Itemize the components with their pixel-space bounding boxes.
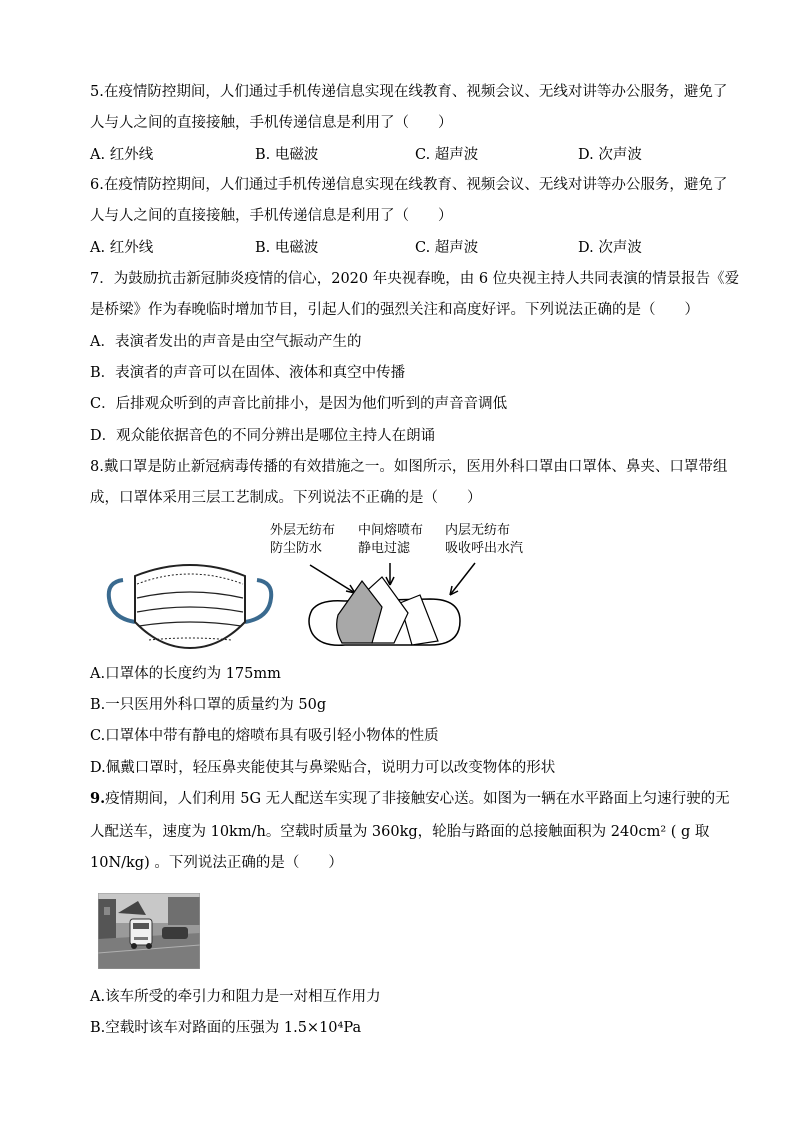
q5-stem-line2: 人与人之间的直接接触，手机传递信息是利用了（ ） xyxy=(90,115,453,131)
q7-stem-line1: 7．为鼓励抗击新冠肺炎疫情的信心，2020 年央视春晚，由 6 位央视主持人共同表演的情景报告《爱 xyxy=(90,271,740,287)
q8-stem-line1: 8.戴口罩是防止新冠病毒传播的有效措施之一。如图所示，医用外科口罩由口罩体、鼻夹、口罩带组 xyxy=(90,459,728,475)
q6-option-c: C. 超声波 xyxy=(415,240,479,256)
q5-option-d: D. 次声波 xyxy=(578,147,642,163)
q8-option-b: B.一只医用外科口罩的质量约为 50g xyxy=(90,697,327,713)
q8-stem-line2: 成，口罩体采用三层工艺制成。下列说法不正确的是（ ） xyxy=(90,490,482,506)
outer-layer-desc: 防尘防水 xyxy=(270,541,323,556)
inner-layer-desc: 吸收呼出水汽 xyxy=(445,541,524,556)
q9-number: 9. xyxy=(90,790,106,807)
inner-layer-label: 内层无纺布 xyxy=(445,523,511,538)
q5-option-c: C. 超声波 xyxy=(415,147,479,163)
outer-layer-label: 外层无纺布 xyxy=(270,523,336,538)
q7-stem-line2: 是桥梁》作为春晚临时增加节目，引起人们的强烈关注和高度好评。下列说法正确的是（ ） xyxy=(90,302,699,318)
q6-option-a: A. 红外线 xyxy=(90,240,154,256)
q6-option-b: B. 电磁波 xyxy=(255,240,319,256)
q7-option-c: C．后排观众听到的声音比前排小，是因为他们听到的声音音调低 xyxy=(90,396,508,412)
q9-stem-text1: 疫情期间，人们利用 5G 无人配送车实现了非接触安心送。如图为一辆在水平路面上匀速行驶的无 xyxy=(105,791,730,807)
q9-option-a: A.该车所受的牵引力和阻力是一对相互作用力 xyxy=(90,989,381,1005)
q9-stem-line3: 10N/kg) 。下列说法正确的是（ ） xyxy=(90,855,343,871)
q9-stem-line2: 人配送车，速度为 10km/h。空载时质量为 360kg，轮胎与路面的总接触面积为 240cm² ( g 取 xyxy=(90,824,710,840)
q6-stem-line2: 人与人之间的直接接触，手机传递信息是利用了（ ） xyxy=(90,208,453,224)
q9-stem-line1 xyxy=(90,789,730,809)
q5-option-b: B. 电磁波 xyxy=(255,147,319,163)
q6-option-d: D. 次声波 xyxy=(578,240,642,256)
q8-option-c: C.口罩体中带有静电的熔喷布具有吸引轻小物体的性质 xyxy=(90,728,439,744)
q7-option-d: D．观众能依据音色的不同分辨出是哪位主持人在朗诵 xyxy=(90,428,436,444)
middle-layer-desc: 静电过滤 xyxy=(358,541,411,556)
mask-layers-figure xyxy=(300,555,480,650)
q5-stem-line1: 5.在疫情防控期间，人们通过手机传递信息实现在线教育、视频会议、无线对讲等办公服务，避免了 xyxy=(90,84,728,100)
q8-option-a: A.口罩体的长度约为 175mm xyxy=(90,666,281,682)
q5-option-a: A. 红外线 xyxy=(90,147,154,163)
q6-stem-line1: 6.在疫情防控期间，人们通过手机传递信息实现在线教育、视频会议、无线对讲等办公服务，避免了 xyxy=(90,177,728,193)
q7-option-a: A．表演者发出的声音是由空气振动产生的 xyxy=(90,334,362,350)
q7-option-b: B．表演者的声音可以在固体、液体和真空中传播 xyxy=(90,365,406,381)
q8-option-d: D.佩戴口罩时，轻压鼻夹能使其与鼻梁贴合，说明力可以改变物体的形状 xyxy=(90,760,556,776)
middle-layer-label: 中间熔喷布 xyxy=(358,523,424,538)
delivery-vehicle-photo xyxy=(98,893,200,969)
mask-front-figure xyxy=(105,540,275,655)
q9-option-b: B.空载时该车对路面的压强为 1.5×10⁴Pa xyxy=(90,1020,362,1036)
